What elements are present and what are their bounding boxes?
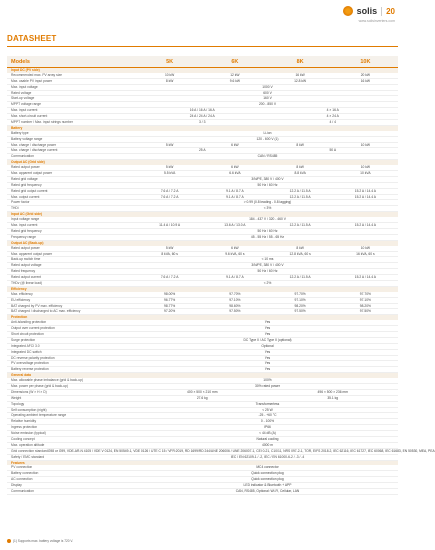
row-label: Rated grid voltage: [11, 176, 38, 181]
row-value: 12.2 A / 11.5 A: [289, 188, 311, 193]
row-label: Max. apparent output power: [11, 171, 53, 176]
section-header: Efficiency: [7, 287, 398, 292]
row-value: 97.70%: [294, 291, 306, 296]
row-value: 400 × 500 × 210 mm: [187, 389, 218, 394]
row-value: 1000 V: [262, 84, 273, 89]
row-label: Max. usable PV input power: [11, 78, 53, 83]
row-value: 160 V: [263, 96, 272, 101]
row-label: Max. short-circuit current: [11, 114, 48, 119]
row-label: Battery voltage range: [11, 136, 43, 141]
row-value: 50 Hz / 60 Hz: [257, 182, 278, 187]
row-label: EU efficiency: [11, 297, 31, 302]
row-value: 5 kW: [165, 165, 174, 170]
row-value: 600 V: [263, 90, 272, 95]
row-value: 50 Hz / 60 Hz: [257, 228, 278, 233]
row-value: 5 kW: [165, 142, 174, 147]
row-label: Integrated AFCI 3.0: [11, 343, 40, 348]
row-value: 98.20%: [294, 303, 306, 308]
row-value: 97.70%: [359, 291, 371, 296]
row-value: 6 kW: [231, 142, 239, 147]
row-label: AC connection: [11, 477, 33, 482]
row-value: MC4 connector: [256, 465, 279, 470]
row-label: Frequency range: [11, 234, 36, 239]
row-value: 27.6 kg: [196, 395, 208, 400]
row-label: Anti-islanding protection: [11, 320, 47, 325]
row-value: 16 kW: [360, 78, 371, 83]
row-value: 6 kW: [231, 165, 239, 170]
row-value: IEC / EN 62109-1 / -2, IEC / EN 61000-6-2 / -3 / -4: [230, 454, 305, 459]
row-label: Power factor: [11, 200, 30, 205]
row-value: 97.10%: [294, 297, 306, 302]
row-value: 50 A: [329, 148, 337, 153]
section-header: Output AC (Back-up): [7, 241, 398, 246]
row-value: > 0.99 (0.8 leading - 0.8 lagging): [243, 200, 292, 205]
row-label: Grid connection standard: [11, 448, 48, 453]
row-label: THDv (@ linear load): [11, 280, 43, 285]
row-value: DC Type II / AC Type II (optional): [243, 337, 292, 342]
row-value: 9.6 kVA, 60 s: [225, 251, 245, 256]
row-value: 200 - 850 V: [258, 102, 277, 107]
row-value: 10 kW: [360, 165, 371, 170]
row-value: 12.2 A / 11.5 A: [289, 275, 311, 280]
row-value: 15.2 A / 14.4 A: [354, 223, 376, 228]
row-value: < 25 W: [262, 407, 273, 412]
row-value: < 2%: [263, 280, 272, 285]
row-value: Yes: [264, 331, 271, 336]
row-label: Max. input current: [11, 108, 38, 113]
row-label: Operating ambient temperature range: [11, 413, 67, 418]
row-label: Max. input current: [11, 223, 38, 228]
row-value: 9.6 kW: [229, 78, 240, 83]
footnote: [7, 539, 73, 543]
row-value: < 10 ms: [261, 257, 274, 262]
row-label: Cooling concept: [11, 437, 35, 441]
row-label: Max. charge / discharge current: [11, 148, 58, 153]
row-value: Natural cooling: [256, 437, 279, 441]
row-label: Display: [11, 483, 22, 488]
table-row: [7, 489, 398, 495]
title-divider: [7, 46, 398, 47]
row-value: 4 × 24 A: [326, 114, 339, 119]
row-value: 5.5 kVA: [163, 171, 176, 176]
row-value: 12.8 kW: [294, 78, 307, 83]
row-value: Yes: [264, 367, 271, 372]
row-label: Relative humidity: [11, 419, 37, 424]
row-value: 11.4 A / 10.9 A: [159, 223, 181, 228]
row-value: 12.2 A / 11.5 A: [289, 223, 311, 228]
row-label: Weight: [11, 395, 22, 400]
years-badge: 20: [381, 7, 395, 16]
section-header: Protection: [7, 315, 398, 320]
row-value: CAN, RS485, Optional: Wi-Fi, Cellular, LAN: [235, 489, 300, 494]
row-value: 8.8 kVA: [294, 171, 306, 176]
row-value: 15.2 A / 14.4 A: [354, 275, 376, 280]
row-label: Max. efficiency: [11, 291, 33, 296]
row-value: Optional: [261, 343, 274, 348]
row-value: < 44 dB (A): [259, 431, 276, 436]
row-value: G98 or G99, VDE-AR-N 4105 / VDE V 0124, EN 50549-1, VDE 0126 / UTE C 15 / VFR:2019, RD 1699/RD 244/UNE 206006 / UNE 206007-1, CEI 0-21, C10/11, NRS 097-2-1, TOR, EIFS 2018.2, IEC 62116, IEC 61727, IEC 60068, IEC 61683, EN 50530, MEA, PEA: [47, 448, 435, 453]
row-label: PV overvoltage protection: [11, 361, 49, 366]
row-value: 9.1 A / 8.7 A: [226, 194, 244, 199]
row-value: 8 kW: [296, 142, 304, 147]
row-label: Max. apparent output power: [11, 251, 53, 256]
row-value: Quick connection plug: [251, 471, 284, 476]
row-label: Start-up voltage: [11, 96, 35, 101]
row-value: 6 kW: [231, 245, 239, 250]
row-label: Max. charge / discharge power: [11, 142, 57, 147]
section-header: Input AC (Grid side): [7, 212, 398, 217]
row-value: 3 / 3: [199, 120, 206, 125]
row-value: 496 × 500 × 236 mm: [317, 389, 348, 394]
row-value: -25 - +60 °C: [258, 413, 277, 418]
row-value: Yes: [264, 361, 271, 366]
row-label: Integrated DC switch: [11, 349, 42, 354]
row-value: 12 kW: [230, 72, 240, 77]
row-label: MPPT voltage range: [11, 102, 41, 107]
row-value: 98.20%: [359, 303, 371, 308]
row-value: 16 A / 16 A / 16 A: [189, 108, 215, 113]
row-value: 97.10%: [229, 297, 241, 302]
row-label: Rated output voltage: [11, 263, 42, 268]
row-value: CAN / RS485: [257, 154, 278, 159]
section-header: Features: [7, 461, 398, 466]
row-label: Rated output power: [11, 165, 40, 170]
model-header: 5K: [166, 58, 174, 65]
row-value: 98.77%: [164, 303, 176, 308]
row-value: 30% rated power: [255, 383, 280, 388]
row-label: Battery connection: [11, 471, 39, 476]
row-value: 10 kW: [164, 72, 175, 77]
section-header: Battery: [7, 126, 398, 131]
row-value: 0 - 100%: [260, 419, 275, 424]
row-value: 4 × 16 A: [326, 108, 339, 113]
row-value: 20 kW: [360, 72, 371, 77]
row-label: Communication: [11, 489, 34, 494]
row-value: 50 Hz / 60 Hz: [257, 269, 278, 274]
row-value: 10 kW: [360, 142, 371, 147]
row-label: Rated grid frequency: [11, 228, 42, 233]
row-value: Yes: [264, 355, 271, 360]
model-header: 10K: [360, 58, 371, 65]
row-value: 9.1 A / 8.7 A: [226, 275, 244, 280]
row-label: Max. power per phase (grid & back-up): [11, 383, 68, 388]
row-value: 96.77%: [164, 297, 176, 302]
row-value: 7.6 A / 7.2 A: [160, 188, 179, 193]
row-value: 3/N/PE, 380 V / 400 V: [251, 263, 284, 268]
row-value: 100%: [263, 378, 272, 383]
row-label: Rated frequency: [11, 269, 36, 274]
row-value: IP66: [264, 425, 271, 430]
row-value: < 3%: [263, 206, 272, 211]
model-header: 8K: [296, 58, 304, 65]
row-label: Rated grid frequency: [11, 182, 42, 187]
row-value: 25 A: [198, 148, 206, 153]
row-value: 4000 m: [262, 442, 273, 447]
row-value: 5 kW: [165, 245, 174, 250]
row-value: Quick connection plug: [251, 477, 284, 482]
row-label: Battery type: [11, 130, 29, 135]
row-value: 98.00%: [164, 291, 176, 296]
row-value: LED indicator & Bluetooth + APP: [243, 483, 292, 488]
row-label: Input voltage range: [11, 217, 40, 222]
row-label: Rated grid output current: [11, 188, 48, 193]
row-label: Rated output current: [11, 275, 42, 280]
row-label: Self consumption (night): [11, 407, 47, 412]
row-value: 16 kVA, 60 s: [356, 251, 375, 256]
page-title: DATASHEET: [7, 34, 57, 43]
row-value: 12.8 kVA, 60 s: [289, 251, 311, 256]
row-value: 8 kW: [296, 245, 304, 250]
row-label: Safety / EMC standard: [11, 454, 45, 459]
row-label: Battery reverse protection: [11, 367, 49, 372]
row-label: Max. operation altitude: [11, 442, 45, 447]
row-value: 10 kVA: [360, 171, 371, 176]
row-value: Transformerless: [255, 401, 280, 406]
row-value: 8 kW: [296, 165, 304, 170]
spec-table: [7, 56, 435, 495]
row-label: Ingress protection: [11, 425, 38, 430]
row-value: 10 kW: [360, 245, 371, 250]
row-value: 45 - 55 Hz / 55 - 65 Hz: [250, 234, 285, 239]
models-label: Models: [11, 58, 30, 65]
row-value: 97.50%: [359, 309, 371, 314]
logo-text: solis: [356, 6, 378, 16]
row-label: Topology: [11, 401, 25, 406]
row-label: MPPT number / Max. input strings number: [11, 120, 73, 125]
row-value: 13.6 A / 13.0 A: [224, 223, 246, 228]
table-body: [7, 68, 435, 495]
row-value: 8 kW: [165, 78, 174, 83]
row-value: 3/N/PE, 380 V / 400 V: [251, 176, 284, 181]
model-header: 6K: [231, 58, 239, 65]
section-header: Output AC (Grid side): [7, 160, 398, 165]
row-value: 8 kVA, 60 s: [161, 251, 178, 256]
row-value: 97.10%: [359, 297, 371, 302]
row-value: 98.60%: [229, 303, 241, 308]
row-label: Communication: [11, 154, 34, 159]
row-value: Yes: [264, 320, 271, 325]
row-value: 12.2 A / 11.5 A: [289, 194, 311, 199]
row-label: Short circuit protection: [11, 331, 44, 336]
row-value: 97.20%: [164, 309, 176, 314]
row-label: Max. allowable phase imbalance (grid & back-up): [11, 378, 84, 383]
row-value: 97.70%: [229, 291, 241, 296]
row-value: 97.50%: [294, 309, 306, 314]
row-label: PV connection: [11, 465, 33, 470]
footnote-icon: [7, 539, 11, 543]
row-value: 15.2 A / 14.4 A: [354, 188, 376, 193]
row-label: Recommended max. PV array size: [11, 72, 62, 77]
row-value: 7.6 A / 7.2 A: [160, 194, 179, 199]
row-value: 184 - 437 V / 320 - 460 V: [249, 217, 286, 222]
row-label: Back-up switch time: [11, 257, 41, 262]
website-link[interactable]: www.solisinverters.com: [358, 19, 395, 23]
row-value: 16 kW: [295, 72, 305, 77]
table-header: [7, 56, 398, 68]
row-label: Output over current protection: [11, 326, 55, 331]
row-value: 7.6 A / 7.2 A: [160, 275, 179, 280]
sun-icon: [343, 6, 353, 16]
row-value: Yes: [264, 349, 271, 354]
row-label: Dimensions (W × H × D): [11, 389, 47, 394]
section-header: Input DC (PV side): [7, 68, 398, 73]
row-value: 97.50%: [229, 309, 241, 314]
row-label: Noise emission (typical): [11, 431, 46, 436]
row-value: 15.2 A / 14.4 A: [354, 194, 376, 199]
footnote-text: (1) Supports max. battery voltage is 720 V.: [13, 539, 74, 543]
row-label: Rated voltage: [11, 90, 32, 95]
row-label: BAT charged / discharged to AC max. efficiency: [11, 309, 81, 314]
row-value: 9.1 A / 8.7 A: [226, 188, 244, 193]
row-value: 24 A / 24 A / 24 A: [189, 114, 215, 119]
row-value: Yes: [264, 326, 271, 331]
row-label: THDi: [11, 206, 19, 211]
row-value: 6.6 kVA: [229, 171, 241, 176]
row-value: Li-ion: [263, 130, 272, 135]
brand-logo: [343, 6, 395, 16]
row-value: 4 / 4: [329, 120, 336, 125]
row-label: Max. output current: [11, 194, 40, 199]
row-label: DC reverse polarity protection: [11, 355, 55, 360]
row-value: 35.1 kg: [327, 395, 339, 400]
row-value: 120 - 600 V (1): [256, 136, 279, 141]
row-label: Max. input voltage: [11, 84, 38, 89]
row-label: Surge protection: [11, 337, 36, 342]
row-label: Rated output power: [11, 245, 40, 250]
row-label: BAT charged by PV max. efficiency: [11, 303, 63, 308]
section-header: General data: [7, 373, 398, 378]
